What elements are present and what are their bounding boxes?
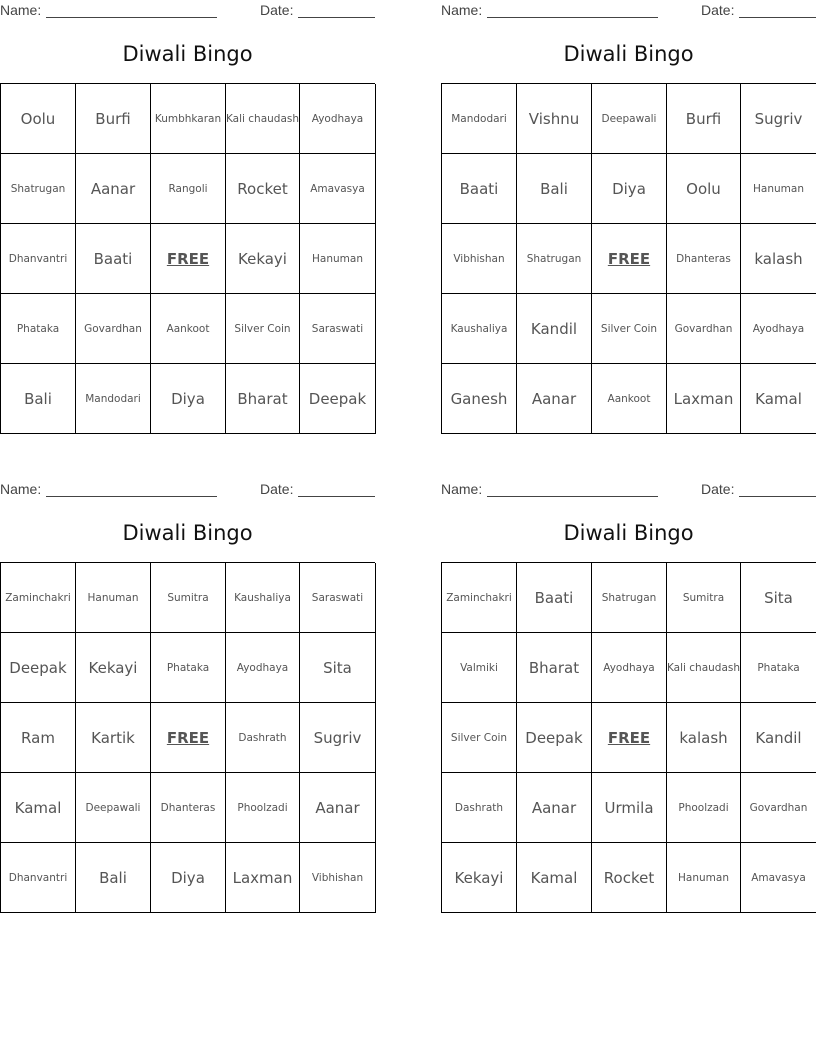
bingo-grid <box>441 562 816 913</box>
bingo-card <box>0 479 375 919</box>
bingo-cell: Aankoot <box>592 364 667 434</box>
bingo-cell: Sita <box>741 563 816 633</box>
bingo-cell: Aanar <box>517 364 592 434</box>
bingo-card <box>441 0 816 440</box>
bingo-cell: Silver Coin <box>592 294 667 364</box>
bingo-cell: Kumbhkaran <box>151 84 226 154</box>
bingo-cell: Deepak <box>300 364 376 434</box>
bingo-cell: Ram <box>1 703 76 773</box>
date-line <box>739 496 816 497</box>
bingo-cell: Mandodari <box>442 84 517 154</box>
bingo-grid <box>441 83 816 434</box>
bingo-cell: Bali <box>76 843 151 913</box>
bingo-cell: Shatrugan <box>592 563 667 633</box>
bingo-cell: Deepawali <box>592 84 667 154</box>
bingo-cell: Deepawali <box>76 773 151 843</box>
bingo-cell: Kaushaliya <box>442 294 517 364</box>
bingo-cell: Vishnu <box>517 84 592 154</box>
bingo-cell: Bali <box>1 364 76 434</box>
name-label: Name: <box>441 481 483 497</box>
bingo-cell: Bali <box>517 154 592 224</box>
bingo-cell: Dashrath <box>442 773 517 843</box>
bingo-cell: Silver Coin <box>226 294 300 364</box>
name-label: Name: <box>0 2 42 18</box>
bingo-cell: Rangoli <box>151 154 226 224</box>
bingo-cell: Kartik <box>76 703 151 773</box>
bingo-cell: Laxman <box>226 843 300 913</box>
free-cell: FREE <box>592 224 667 294</box>
bingo-cell: Kekayi <box>442 843 517 913</box>
bingo-cell: Aanar <box>76 154 151 224</box>
bingo-cell: Saraswati <box>300 294 376 364</box>
bingo-cell: Sumitra <box>667 563 741 633</box>
bingo-cell: Saraswati <box>300 563 376 633</box>
card-header <box>0 481 375 499</box>
bingo-cell: Aanar <box>300 773 376 843</box>
bingo-cell: Laxman <box>667 364 741 434</box>
date-label: Date: <box>260 481 294 497</box>
bingo-cell: Sugriv <box>300 703 376 773</box>
card-title: Diwali Bingo <box>122 521 253 545</box>
bingo-cell: Diya <box>151 843 226 913</box>
bingo-cell: Hanuman <box>667 843 741 913</box>
card-title: Diwali Bingo <box>122 42 253 66</box>
bingo-cell: Dhanteras <box>667 224 741 294</box>
free-cell: FREE <box>592 703 667 773</box>
bingo-cell: Deepak <box>517 703 592 773</box>
bingo-cell: Ayodhaya <box>226 633 300 703</box>
bingo-cell: Bharat <box>517 633 592 703</box>
bingo-cell: Ganesh <box>442 364 517 434</box>
bingo-cell: Hanuman <box>741 154 816 224</box>
bingo-cell: Baati <box>442 154 517 224</box>
card-header <box>0 2 375 20</box>
bingo-cell: Rocket <box>592 843 667 913</box>
bingo-cell: Phataka <box>1 294 76 364</box>
bingo-cell: Dashrath <box>226 703 300 773</box>
bingo-cell: Kekayi <box>226 224 300 294</box>
bingo-cell: Zaminchakri <box>1 563 76 633</box>
bingo-cell: Diya <box>592 154 667 224</box>
bingo-cell: Kaushaliya <box>226 563 300 633</box>
bingo-cell: Dhanvantri <box>1 224 76 294</box>
name-line <box>487 17 658 18</box>
bingo-cell: Kamal <box>1 773 76 843</box>
bingo-cell: Oolu <box>1 84 76 154</box>
name-line <box>487 496 658 497</box>
date-line <box>298 17 375 18</box>
name-label: Name: <box>441 2 483 18</box>
bingo-cell: kalash <box>667 703 741 773</box>
bingo-cell: Phoolzadi <box>667 773 741 843</box>
bingo-cell: Vibhishan <box>442 224 517 294</box>
bingo-cell: Hanuman <box>76 563 151 633</box>
bingo-cell: Rocket <box>226 154 300 224</box>
bingo-cell: Hanuman <box>300 224 376 294</box>
bingo-cell: Burfi <box>76 84 151 154</box>
date-line <box>739 17 816 18</box>
bingo-cell: Kali chaudash <box>226 84 300 154</box>
bingo-cell: Kekayi <box>76 633 151 703</box>
bingo-grid <box>0 83 375 434</box>
bingo-cell: Govardhan <box>667 294 741 364</box>
bingo-cell: Diya <box>151 364 226 434</box>
bingo-card <box>0 0 375 440</box>
card-header <box>441 481 816 499</box>
card-title: Diwali Bingo <box>563 521 694 545</box>
bingo-cell: Mandodari <box>76 364 151 434</box>
bingo-cell: Govardhan <box>76 294 151 364</box>
bingo-cell: Baati <box>76 224 151 294</box>
bingo-cell: Amavasya <box>300 154 376 224</box>
bingo-cell: Sita <box>300 633 376 703</box>
bingo-cell: Zaminchakri <box>442 563 517 633</box>
name-line <box>46 496 217 497</box>
bingo-cell: Phataka <box>151 633 226 703</box>
bingo-cell: Shatrugan <box>1 154 76 224</box>
card-header <box>441 2 816 20</box>
bingo-cell: Aankoot <box>151 294 226 364</box>
free-cell: FREE <box>151 224 226 294</box>
bingo-cell: Silver Coin <box>442 703 517 773</box>
bingo-cell: Kandil <box>741 703 816 773</box>
bingo-cell: kalash <box>741 224 816 294</box>
bingo-cell: Valmiki <box>442 633 517 703</box>
bingo-cell: Dhanteras <box>151 773 226 843</box>
bingo-cell: Kamal <box>517 843 592 913</box>
name-line <box>46 17 217 18</box>
bingo-cell: Sumitra <box>151 563 226 633</box>
name-label: Name: <box>0 481 42 497</box>
bingo-cell: Shatrugan <box>517 224 592 294</box>
date-label: Date: <box>701 481 735 497</box>
bingo-card <box>441 479 816 919</box>
bingo-cell: Bharat <box>226 364 300 434</box>
bingo-cell: Vibhishan <box>300 843 376 913</box>
bingo-cell: Kali chaudash <box>667 633 741 703</box>
bingo-cell: Sugriv <box>741 84 816 154</box>
bingo-cell: Oolu <box>667 154 741 224</box>
bingo-cell: Amavasya <box>741 843 816 913</box>
bingo-cell: Ayodhaya <box>741 294 816 364</box>
bingo-cell: Urmila <box>592 773 667 843</box>
bingo-cell: Burfi <box>667 84 741 154</box>
bingo-cell: Kamal <box>741 364 816 434</box>
free-cell: FREE <box>151 703 226 773</box>
bingo-cell: Ayodhaya <box>300 84 376 154</box>
date-label: Date: <box>701 2 735 18</box>
bingo-cell: Phoolzadi <box>226 773 300 843</box>
date-label: Date: <box>260 2 294 18</box>
date-line <box>298 496 375 497</box>
bingo-grid <box>0 562 375 913</box>
bingo-cell: Deepak <box>1 633 76 703</box>
bingo-cell: Phataka <box>741 633 816 703</box>
bingo-cell: Dhanvantri <box>1 843 76 913</box>
bingo-cell: Kandil <box>517 294 592 364</box>
bingo-cell: Baati <box>517 563 592 633</box>
card-title: Diwali Bingo <box>563 42 694 66</box>
bingo-cell: Ayodhaya <box>592 633 667 703</box>
bingo-cell: Govardhan <box>741 773 816 843</box>
bingo-cell: Aanar <box>517 773 592 843</box>
